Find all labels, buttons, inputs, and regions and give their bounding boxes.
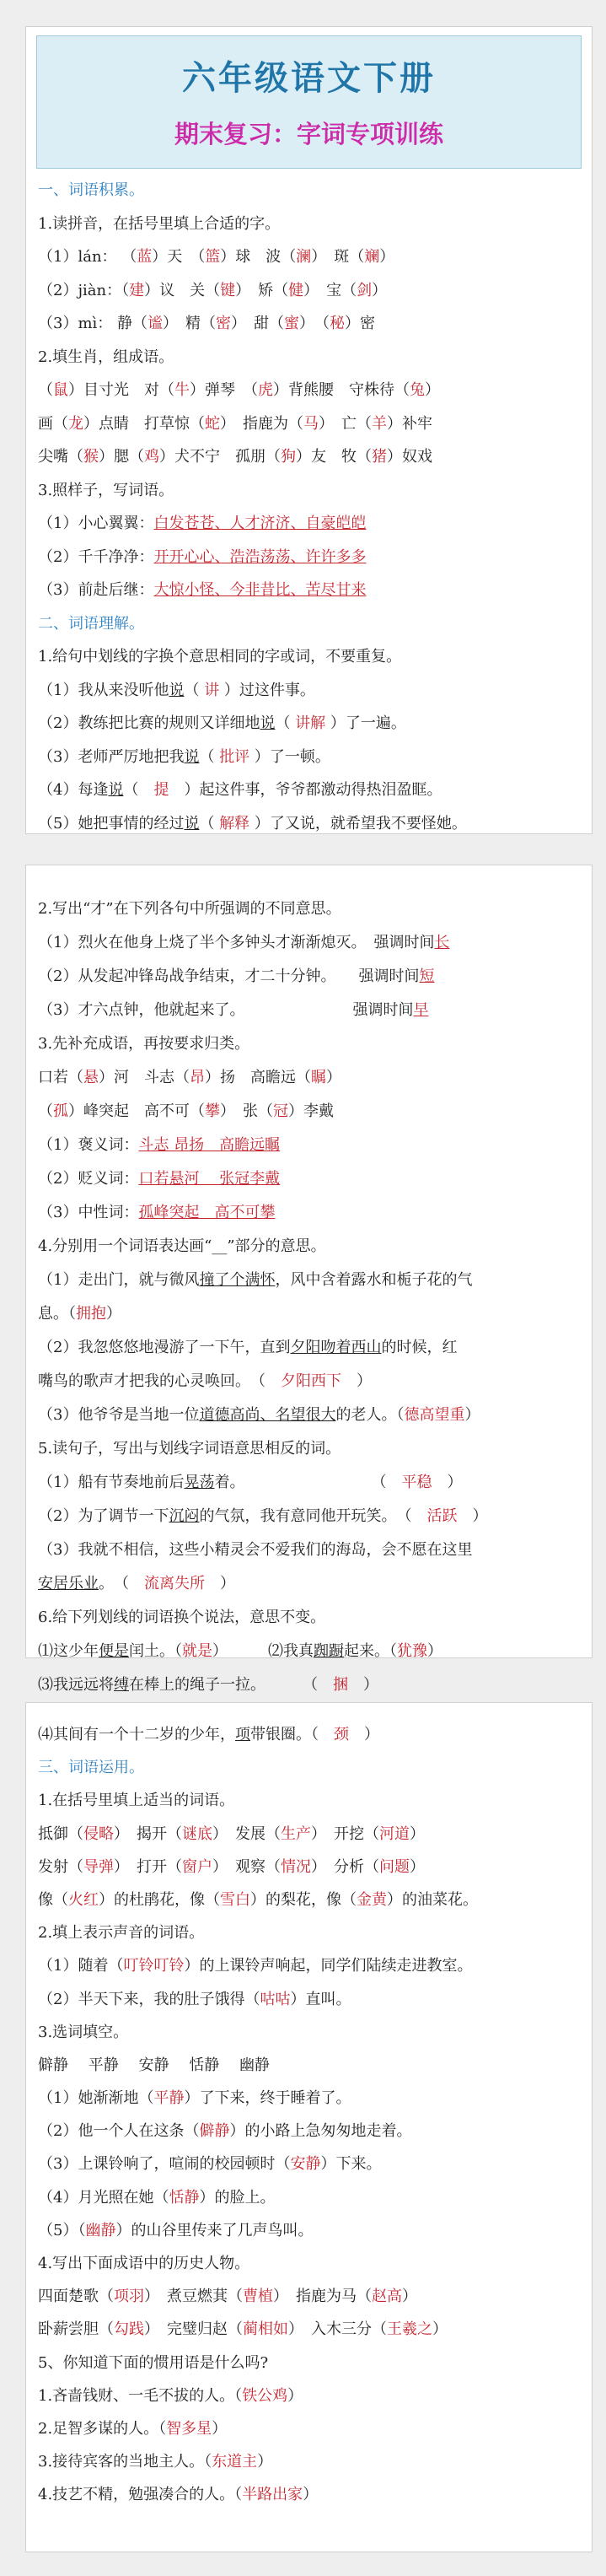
- exercise-line: 像（火红）的杜鹃花，像（雪白）的梨花，像（金黄）的油菜花。: [38, 1890, 478, 1909]
- exercise-line: 发射（导弹） 打开（窗户） 观察（情况） 分析（问题）: [38, 1857, 425, 1876]
- section-heading: 三、词语运用。: [38, 1759, 144, 1777]
- exercise-line: 口若（悬）河 斗志（昂）扬 高瞻远（瞩）: [38, 1069, 341, 1086]
- question-title: 3.先补充成语，再按要求归类。: [38, 1035, 250, 1053]
- exercise-line: （1）走出门，就与微风撞了个满怀，风中含着露水和栀子花的气: [38, 1271, 473, 1289]
- question-title: 3.照样子，写词语。: [38, 481, 174, 499]
- exercise-line: （2）教练把比赛的规则又详细地说（ 讲解 ）了一遍。: [38, 714, 406, 732]
- question-title: 3.选词填空。: [38, 2023, 129, 2041]
- question-title: 6.给下列划线的词语换个说法，意思不变。: [38, 1609, 326, 1626]
- exercise-line: ⑶我远远将缚在棒上的绳子一拉。 （ 捆 ）: [38, 1676, 378, 1694]
- exercise-line: 卧薪尝胆（勾践） 完璧归赵（蔺相如） 入木三分（王羲之）: [38, 2320, 448, 2339]
- exercise-line: （2）他一个人在这条（僻静）的小路上急匆匆地走着。: [38, 2122, 412, 2141]
- exercise-line: （2）从发起冲锋岛战争结束，才二十分钟。 强调时间短: [38, 967, 435, 985]
- question-title: 1.读拼音，在括号里填上合适的字。: [38, 214, 281, 233]
- exercise-line: ⑷其间有一个十二岁的少年，项带银圈。（ 颈 ）: [38, 1726, 379, 1743]
- exercise-line: （3）前赴后继：大惊小怪、今非昔比、苦尽甘来: [38, 581, 367, 599]
- section-heading: 一、词语积累。: [38, 181, 144, 199]
- exercise-line: 嘴鸟的歌声才把我的心灵唤回。 （ 夕阳西下 ）: [38, 1372, 372, 1390]
- exercise-line: （1）小心翼翼：白发苍苍、人才济济、自豪皑皑: [38, 515, 367, 532]
- exercise-line: 四面楚歌（项羽） 煮豆燃萁（曹植） 指鹿为马（赵高）: [38, 2288, 417, 2306]
- exercise-line: （2）半天下来，我的肚子饿得（咕咕）直叫。: [38, 1990, 351, 2008]
- exercise-line: 1.吝啬钱财、一毛不拔的人。（铁公鸡）: [38, 2386, 303, 2405]
- exercise-line: （5）她把事情的经过说（ 解释 ）了又说，就希望我不要怪她。: [38, 814, 467, 833]
- exercise-line: 3.接待宾客的当地主人。（东道主）: [38, 2453, 273, 2471]
- worksheet-card-2: [25, 865, 593, 1694]
- exercise-line: （3）我就不相信，这些小精灵会不爱我们的海岛，会不愿在这里: [38, 1541, 473, 1559]
- exercise-line: （3）mì： 静（谧） 精（密） 甜（蜜） （秘）密: [38, 315, 376, 332]
- exercise-line: （2）我忽悠悠地漫游了一下午，直到夕阳吻着西山的时候，红: [38, 1339, 458, 1356]
- exercise-line: ⑴这少年便是闰土。（就是） ⑵我真踟蹰起来。（犹豫）: [38, 1642, 442, 1660]
- question-title: 2.写出“才”在下列各句中所强调的不同意思。: [38, 900, 341, 918]
- exercise-line: （1）lán： （蓝）天 （篮）球 波（澜） 斑（斓）: [38, 248, 395, 266]
- question-title: 1.在括号里填上适当的词语。: [38, 1792, 235, 1810]
- question-title: 4.分别用一个词语表达画“__”部分的意思。: [38, 1237, 326, 1255]
- worksheet-card-1: [25, 26, 593, 834]
- word-bank: 僻静 平静 安静 恬静 幽静: [38, 2056, 270, 2074]
- question-title: 4.写出下面成语中的历史人物。: [38, 2255, 250, 2272]
- exercise-line: （1）烈火在他身上烧了半个多钟头才渐渐熄灭。 强调时间长: [38, 934, 450, 951]
- question-title: 2.填生肖，组成语。: [38, 348, 174, 366]
- question-title: 2.填上表示声音的词语。: [38, 1924, 205, 1943]
- exercise-line: （鼠）目寸光 对（牛）弹琴 （虎）背熊腰 守株待（兔）: [38, 381, 440, 399]
- exercise-line: （2）jiàn：（建）议 关（键） 矫（健） 宝（剑）: [38, 281, 388, 299]
- question-title: 1.给句中划线的字换个意思相同的字或词，不要重复。: [38, 648, 402, 666]
- title-banner: [36, 35, 582, 169]
- page-title: 六年级语文下册: [182, 58, 436, 98]
- exercise-line: （2）千千净净：开开心心、浩浩荡荡、许许多多: [38, 547, 367, 566]
- exercise-line: （2）为了调节一下沉闷的气氛，我有意同他开玩笑。 （ 活跃 ）: [38, 1507, 488, 1525]
- exercise-line: 2.足智多谋的人。（智多星）: [38, 2419, 228, 2438]
- exercise-line: （1）我从来没听他说（ 讲 ）过这件事。: [38, 681, 315, 699]
- exercise-line: （3）才六点钟，他就起来了。 强调时间早: [38, 1001, 429, 1019]
- section-heading: 二、词语理解。: [38, 614, 144, 633]
- exercise-line: （5）（幽静）的山谷里传来了几声鸟叫。: [38, 2221, 314, 2239]
- exercise-line: （4）每逢说（ 提 ）起这件事，爷爷都激动得热泪盈眶。: [38, 781, 442, 799]
- question-title: 5.读句子，写出与划线字词语意思相反的词。: [38, 1440, 341, 1458]
- exercise-line: （3）老师严厉地把我说（ 批评 ）了一顿。: [38, 747, 330, 766]
- exercise-line: （1）船有节奏地前后晃荡着。 （ 平稳 ）: [38, 1474, 463, 1491]
- exercise-line: （1）褒义词：斗志 昂扬 高瞻远瞩: [38, 1136, 281, 1154]
- exercise-line: （3）他爷爷是当地一位道德高尚、名望很大的老人。（德高望重）: [38, 1406, 480, 1424]
- exercise-line: （4）月光照在她（恬静）的脸上。: [38, 2188, 276, 2207]
- exercise-line: 4.技艺不精，勉强凑合的人。（半路出家）: [38, 2486, 319, 2504]
- exercise-line: （1）她渐渐地（平静）了下来，终于睡着了。: [38, 2089, 351, 2108]
- exercise-line: （孤）峰突起 高不可（攀） 张（冠）李戴: [38, 1102, 334, 1120]
- exercise-line: （1）随着（叮铃叮铃）的上课铃声响起，同学们陆续走进教室。: [38, 1957, 473, 1975]
- exercise-line: （2）贬义词：口若悬河 张冠李戴: [38, 1170, 281, 1188]
- page-subtitle: 期末复习：字词专项训练: [174, 120, 443, 148]
- exercise-line: 画（龙）点睛 打草惊（蛇） 指鹿为（马） 亡（羊）补牢: [38, 414, 432, 433]
- question-title: 5、你知道下面的惯用语是什么吗?: [38, 2353, 269, 2372]
- exercise-line: 安居乐业。 （ 流离失所 ）: [38, 1575, 235, 1592]
- worksheet-card-3: [25, 1702, 593, 2552]
- exercise-line: 抵御（侵略） 揭开（谜底） 发展（生产） 开挖（河道）: [38, 1824, 425, 1843]
- exercise-line: 息。（拥抱）: [38, 1305, 121, 1323]
- exercise-line: （3）上课铃响了，喧闹的校园顿时（安静）下来。: [38, 2155, 382, 2174]
- exercise-line: 尖嘴（猴）腮（鸡）犬不宁 孤朋（狗）友 牧（猪）奴戏: [38, 448, 432, 466]
- exercise-line: （3）中性词：孤峰突起 高不可攀: [38, 1204, 276, 1221]
